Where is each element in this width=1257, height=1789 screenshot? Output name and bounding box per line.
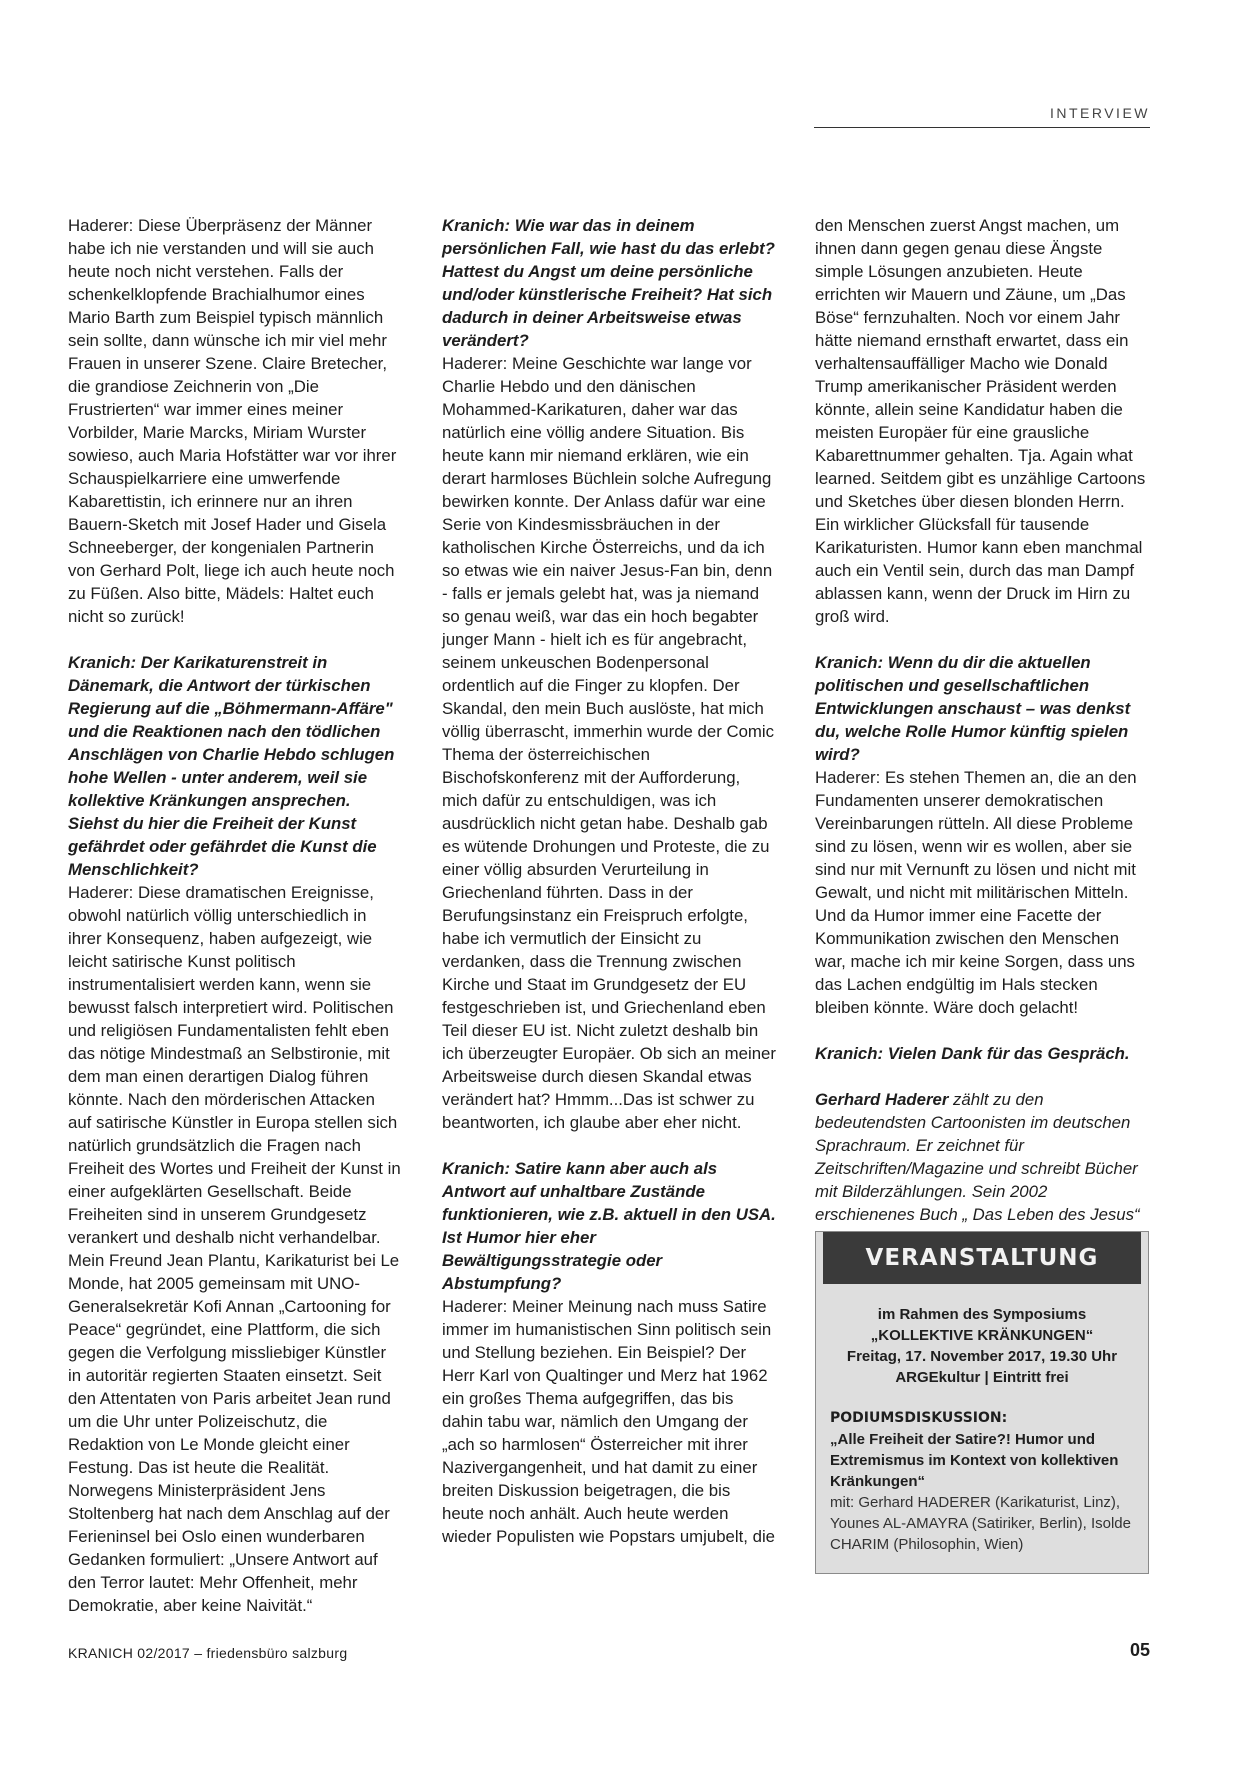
event-symposium-title: „KOLLEKTIVE KRÄNKUNGEN“ (870, 1327, 1094, 1344)
event-heading: VERANSTALTUNG (823, 1232, 1141, 1284)
podium-participants: mit: Gerhard HADERER (Karikaturist, Linz), Younes AL-AMAYRA (Satiriker, Berlin), Isolde CHARIM (Philosophin, Wien) (830, 1494, 1131, 1553)
author-bio (815, 1088, 1149, 1249)
column-3 (815, 214, 1149, 1249)
event-date: Freitag, 17. November 2017, 19.30 Uhr (846, 1348, 1118, 1365)
interview-question: Kranich: Wenn du dir die aktuellen politischen und gesellschaftlichen Entwicklungen anschaust – was denkst du, welche Rolle Humor künftig spielen wird? (815, 653, 1131, 764)
interview-question: Kranich: Der Karikaturenstreit in Dänemark, die Antwort der türkischen Regierung auf die „Böhmermann-Affäre" und die Reaktionen nach den tödlichen Anschlägen von Charlie Hebdo schlugen hohe Wellen - unter anderem, weil sie kollektive Kränkungen ansprechen. Siehst du hier die Freiheit der Kunst gefährdet oder gefährdet die Kunst die Menschlichkeit? (68, 653, 395, 879)
answer-paragraph: den Menschen zuerst Angst machen, um ihnen dann gegen genau diese Ängste simple Lösungen anzubieten. Heute errichten wir Mauern und Zäune, um „Das Böse“ fernzuhalten. Noch vor einem Jahr hätte niemand ernsthaft erwartet, dass ein verhaltensauffälliger Macho wie Donald Trump amerikanischer Präsident werden könnte, allein seine Kandidatur haben die meisten Europäer für eine grausliche Kabarettnummer gehalten. Tja. Again what learned. Seitdem gibt es unzählige Cartoons und Sketches über diesen blonden Herrn. Ein wirklicher Glücksfall für tausende Karikaturisten. Humor kann eben manchmal auch ein Ventil sein, durch das man Dampf ablassen kann, wenn der Druck im Hirn zu groß wird. (815, 216, 1146, 626)
answer-paragraph: Haderer: Diese dramatischen Ereignisse, obwohl natürlich völlig unterschiedlich in ihrer Konsequenz, haben aufgezeigt, wie leicht satirische Kunst politisch instrumentalisiert werden kann, wenn sie bewusst falsch interpretiert wird. Politischen und religiösen Fundamentalisten fehlt eben das nötige Mindestmaß an Selbstironie, mit dem man einen derartigen Dialog führen könnte. Nach den mörderischen Attacken auf satirische Künstler in Europa stellen sich natürlich grundsätzlich die Fragen nach Freiheit des Wortes und Freiheit der Kunst in einer aufgeklärten Gesellschaft. Beide Freiheiten sind in unserem Grundgesetz verankert und deshalb nicht verhandelbar. Mein Freund Jean Plantu, Karikaturist bei Le Monde, hat 2005 gemeinsam mit UNO-Generalsekretär Kofi Annan „Cartooning for Peace“ gegründet, eine Plattform, die sich gegen die Verfolgung missliebiger Künstler in autoritär regierten Staaten einsetzt. Seit den Attentaten von Paris arbeitet Jean rund um die Uhr unter Polizeischutz, die Redaktion von Le Monde gleicht einer Festung. Das ist heute die Realität. Norwegens Ministerpräsident Jens Stoltenberg hat nach dem Anschlag auf der Ferieninsel bei Oslo einen wunderbaren Gedanken formuliert: „Unsere Antwort auf den Terror lautet: Mehr Offenheit, mehr Demokratie, aber keine Naivität.“ (68, 883, 401, 1615)
podium-label: PODIUMSDISKUSSION: (830, 1410, 1008, 1426)
event-context: im Rahmen des Symposiums (877, 1306, 1087, 1323)
podium-title: „Alle Freiheit der Satire?! Humor und Extremismus im Kontext von kollektiven Kränkungen“ (830, 1431, 1119, 1490)
answer-paragraph: Haderer: Meiner Meinung nach muss Satire immer im humanistischen Sinn politisch sein und Stellung beziehen. Ein Beispiel? Der Herr Karl von Qualtinger und Merz hat 1962 ein großes Thema aufgegriffen, das bis dahin tabu war, nämlich den Umgang der „ach so harmlosen“ Österreicher mit ihrer Nazivergangenheit, und hat damit zu einer breiten Diskussion beigetragen, die bis heute noch anhält. Auch heute werden wieder Populisten wie Popstars umjubelt, die (442, 1297, 776, 1546)
column-2 (442, 214, 776, 1548)
answer-paragraph: Haderer: Es stehen Themen an, die an den Fundamenten unserer demokratischen Vereinbarungen rütteln. All diese Probleme sind zu lösen, wenn wir es wollen, aber sie sind nur mit Vernunft zu lösen und nicht mit Gewalt, und nicht mit militärischen Mitteln. Und da Humor immer eine Facette der Kommunikation zwischen den Menschen war, mache ich mir keine Sorgen, dass uns das Lachen endgültig im Hals stecken bleiben könnte. Wäre doch gelacht! (815, 768, 1137, 1017)
page-number: 05 (1129, 1640, 1150, 1660)
interview-question: Kranich: Satire kann aber auch als Antwort auf unhaltbare Zustände funktionieren, wie z.B. aktuell in den USA. Ist Humor hier eher Bewältigungsstrategie oder Abstumpfung? (442, 1159, 776, 1293)
answer-paragraph: Haderer: Meine Geschichte war lange vor Charlie Hebdo und den dänischen Mohammed-Karikaturen, daher war das natürlich eine völlig andere Situation. Bis heute kann mir niemand erklären, wie ein derart harmloses Büchlein solche Aufregung bewirken konnte. Der Anlass dafür war eine Serie von Kindesmissbräuchen in der katholischen Kirche Österreichs, und da ich so etwas wie ein naiver Jesus-Fan bin, denn - falls er jemals gelebt hat, was ja niemand so genau weiß, war das ein hoch begabter junger Mann - hielt ich es für angebracht, seinem unkeuschen Bodenpersonal ordentlich auf die Finger zu klopfen. Der Skandal, den mein Buch auslöste, hat mich völlig überrascht, immerhin wurde der Comic Thema der österreichischen Bischofskonferenz mit der Aufforderung, mich dafür zu entschuldigen, was ich ausdrücklich nicht getan habe. Deshalb gab es wütende Drohungen und Proteste, die zu einer völlig absurden Verurteilung in Griechenland führten. Dass in der Berufungsinstanz ein Freispruch erfolgte, habe ich vermutlich der Einsicht zu verdanken, dass die Trennung zwischen Kirche und Staat im Grundgesetz der EU festgeschrieben ist, und Griechenland eben Teil dieser EU ist. Nicht zuletzt deshalb bin ich überzeugter Europäer. Ob sich an meiner Arbeitsweise durch diesen Skandal etwas verändert hat? Hmmm...Das ist schwer zu beantworten, ich glaube aber eher nicht. (442, 354, 776, 1132)
author-name: Gerhard Haderer (815, 1090, 949, 1109)
header-rule (814, 127, 1150, 128)
footer-publication: KRANICH 02/2017 – friedensbüro salzburg (68, 1645, 348, 1661)
event-details (816, 1304, 1148, 1388)
answer-paragraph: Haderer: Diese Überpräsenz der Männer habe ich nie verstanden und will sie auch heute noch nicht verstehen. Falls der schenkelklopfende Brachialhumor eines Mario Barth zum Beispiel typisch männlich sein sollte, dann wünsche ich mir viel mehr Frauen in unserer Szene. Claire Bretecher, die grandiose Zeichnerin von „Die Frustrierten“ war immer eines meiner Vorbilder, Marie Marcks, Miriam Wurster sowieso, auch Maria Hofstätter war vor ihrer Schauspielkarriere eine umwerfende Kabarettistin, ich erinnere nur an ihren Bauern-Sketch mit Josef Hader und Gisela Schneeberger, der kongenialen Partnerin von Gerhard Polt, liege ich auch heute noch zu Füßen. Also bitte, Mädels: Haltet euch nicht so zurück! (68, 216, 397, 626)
column-1 (68, 214, 402, 1617)
section-label: INTERVIEW (1049, 105, 1150, 121)
interview-question: Kranich: Wie war das in deinem persönlichen Fall, wie hast du das erlebt? Hattest du Angst um deine persönliche und/oder künstlerische Freiheit? Hat sich dadurch in deiner Arbeitsweise etwas verändert? (442, 216, 775, 350)
interview-closing: Kranich: Vielen Dank für das Gespräch. (815, 1044, 1130, 1063)
event-podium (816, 1408, 1148, 1555)
event-box (815, 1231, 1149, 1574)
event-venue: ARGEkultur | Eintritt frei (895, 1369, 1069, 1386)
author-bio-text: zählt zu den bedeutendsten Cartoonisten im deutschen Sprachraum. Er zeichnet für Zeitschriften/Magazine und schreibt Bücher mit Bilderzählungen. Sein 2002 erschienenes Buch „ Das Leben des Jesus“ (815, 1090, 1140, 1224)
